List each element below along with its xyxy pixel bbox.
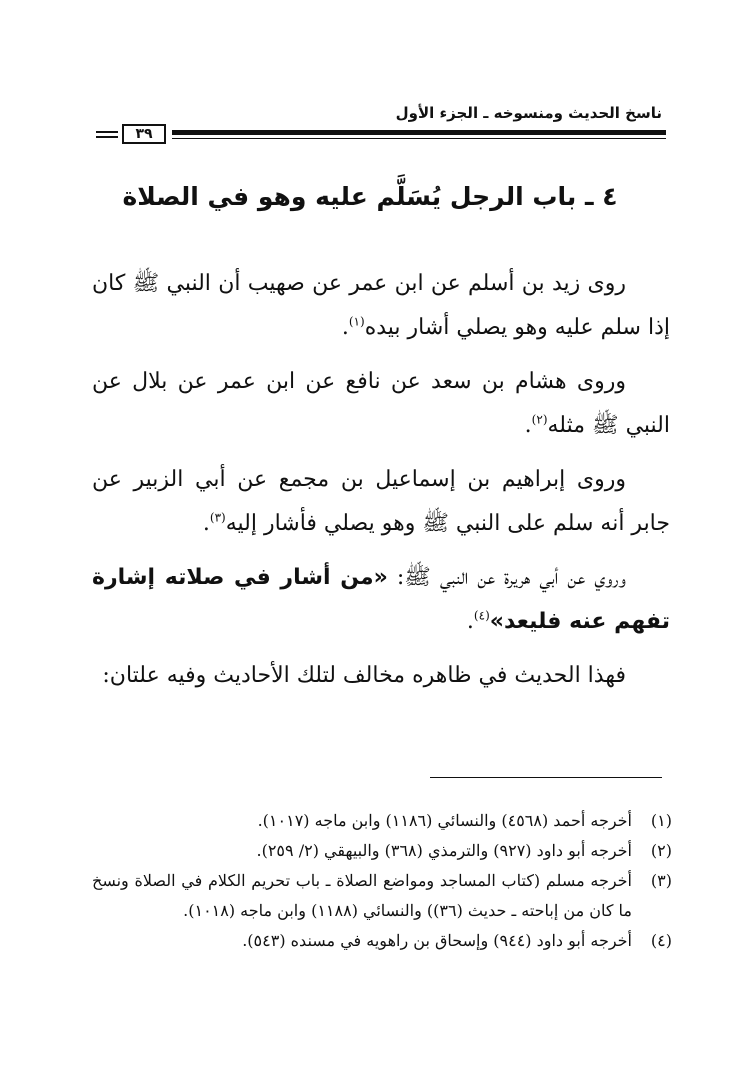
chapter-title: ٤ ـ باب الرجل يُسَلَّم عليه وهو في الصلاة bbox=[122, 182, 618, 211]
footnote-number: (٣) bbox=[650, 871, 672, 890]
header-rule-left-top bbox=[96, 131, 118, 133]
footnote-text: أخرجه أبو داود (٩٤٤) وإسحاق بن راهويه في مسنده (٥٤٣). bbox=[242, 931, 632, 950]
footnote-ref-1: (١) bbox=[348, 314, 365, 329]
page-number: ٣٩ bbox=[122, 124, 166, 144]
header-rule-left-bottom bbox=[96, 136, 118, 138]
footnote-number: (٤) bbox=[650, 931, 672, 950]
header-rule-main-thin bbox=[172, 138, 666, 139]
footnote-1 bbox=[92, 806, 672, 836]
paragraph-3-end: . bbox=[202, 511, 210, 536]
hadith-quote: «من أشار في صلاته إشارة تفهم عنه فليعد» bbox=[92, 565, 670, 634]
footnote-ref-2: (٢) bbox=[531, 412, 548, 427]
paragraph-2-end: . bbox=[524, 413, 532, 438]
paragraph-1 bbox=[92, 262, 670, 350]
footnote-4 bbox=[92, 926, 672, 956]
running-title: ناسخ الحديث ومنسوخه ـ الجزء الأول bbox=[395, 104, 662, 122]
footnote-number: (٢) bbox=[650, 841, 672, 860]
paragraph-2-text: وروى هشام بن سعد عن نافع عن ابن عمر عن بلال عن النبي ﷺ مثله bbox=[92, 369, 670, 438]
paragraph-4-text: وروي عن أبي هريرة عن النبي ﷺ: bbox=[387, 565, 626, 590]
header-rule-main-thick bbox=[172, 130, 666, 135]
paragraph-1-text: روى زيد بن أسلم عن ابن عمر عن صهيب أن النبي ﷺ كان إذا سلم عليه وهو يصلي أشار بيده bbox=[92, 271, 670, 340]
footnote-ref-3: (٣) bbox=[209, 510, 226, 525]
paragraph-1-end: . bbox=[341, 315, 349, 340]
header-rule bbox=[96, 124, 666, 148]
paragraph-4-end: . bbox=[466, 609, 474, 634]
footnote-ref-4: (٤) bbox=[473, 608, 490, 623]
paragraph-5-text: فهذا الحديث في ظاهره مخالف لتلك الأحاديث وفيه علتان: bbox=[102, 663, 626, 688]
footnote-2 bbox=[92, 836, 672, 866]
paragraph-3-text: وروى إبراهيم بن إسماعيل بن مجمع عن أبي الزبير عن جابر أنه سلم على النبي ﷺ وهو يصلي فأشار إليه bbox=[92, 467, 670, 536]
paragraph-4 bbox=[92, 556, 670, 644]
footnote-number: (١) bbox=[650, 811, 672, 830]
footnotes bbox=[92, 806, 672, 956]
footnote-3 bbox=[92, 866, 672, 926]
main-text bbox=[92, 262, 670, 708]
paragraph-2 bbox=[92, 360, 670, 448]
footnote-text: أخرجه أبو داود (٩٢٧) والترمذي (٣٦٨) والبيهقي (٢/ ٢٥٩). bbox=[256, 841, 632, 860]
paragraph-3 bbox=[92, 458, 670, 546]
paragraph-5 bbox=[92, 654, 670, 698]
footnote-separator bbox=[430, 777, 662, 778]
footnote-text: أخرجه مسلم (كتاب المساجد ومواضع الصلاة ـ باب تحريم الكلام في الصلاة ونسخ ما كان من إباحته ـ حديث (٣٦)) والنسائي (١١٨٨) وابن ماجه (١٠١٨). bbox=[92, 871, 632, 920]
footnote-text: أخرجه أحمد (٤٥٦٨) والنسائي (١١٨٦) وابن ماجه (١٠١٧). bbox=[257, 811, 632, 830]
